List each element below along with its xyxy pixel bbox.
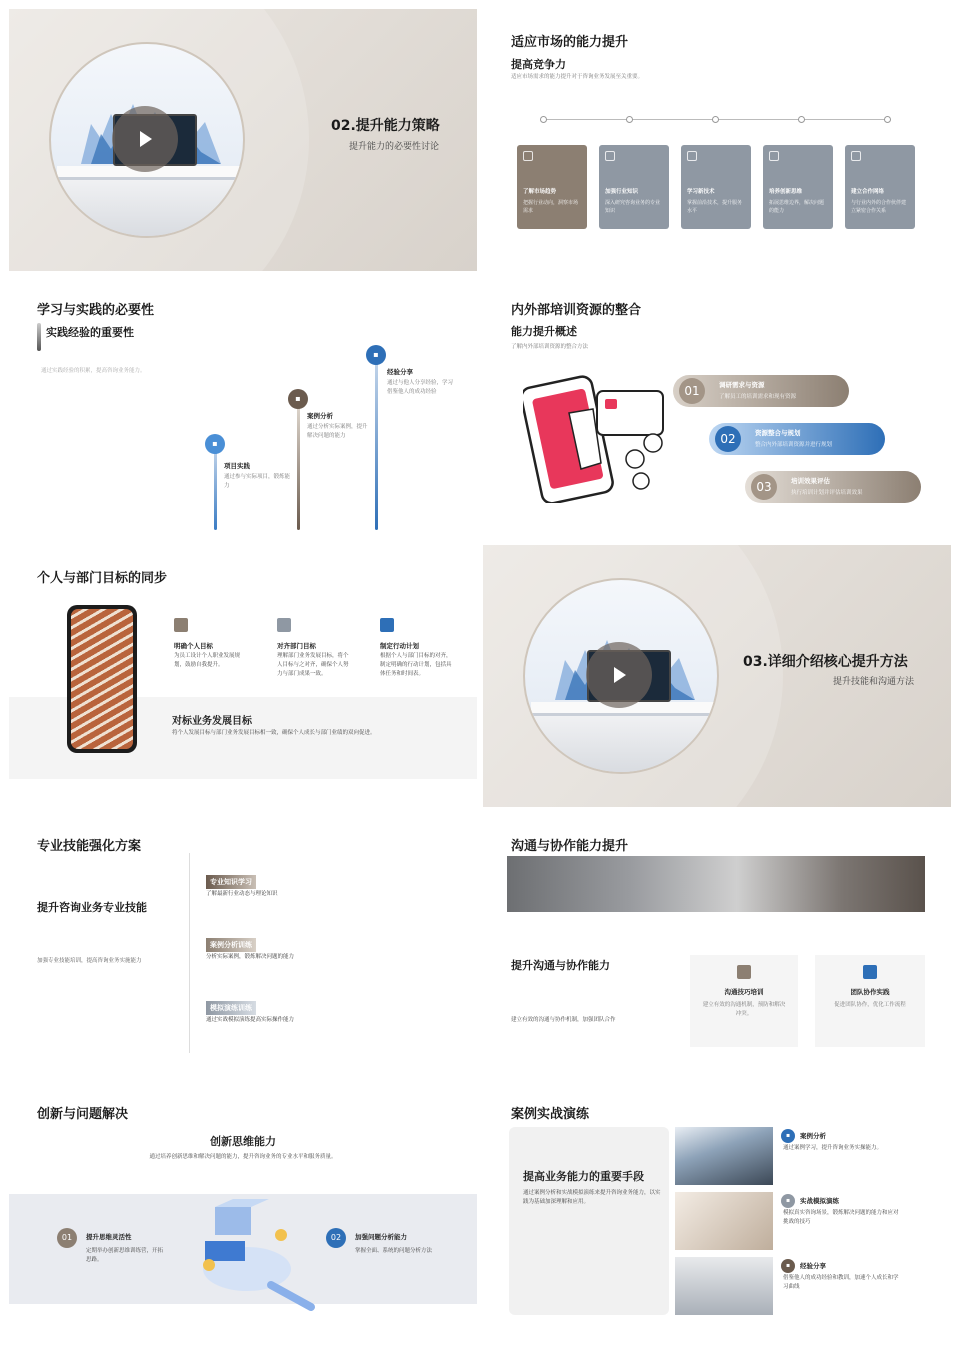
step-title: 经验分享 [387, 368, 413, 376]
item-desc: 通过实战模拟演练提高实际操作能力 [206, 1017, 295, 1023]
handshake-image [675, 1192, 773, 1250]
bulb-icon [769, 151, 779, 161]
item-title: 提升思维灵活性 [86, 1233, 132, 1241]
item-desc: 通过案例学习，提升咨询业务实操能力。 [783, 1145, 883, 1151]
page-title: 个人与部门目标的同步 [37, 571, 168, 586]
page-subtitle: 提升沟通与协作能力 [511, 959, 610, 972]
bottom-title: 对标业务发展目标 [172, 716, 252, 727]
col-desc: 为员工设计个人职业发展规划，鼓励自我提升。 [174, 653, 241, 668]
page-title: 沟通与协作能力提升 [511, 839, 629, 854]
item-title: 加强问题分析能力 [355, 1233, 407, 1241]
cover-subtitle: 提升技能和沟通方法 [833, 677, 915, 687]
page-desc: 加强专业技能培训，提高咨询业务实施能力 [37, 958, 142, 964]
step-desc: 通过参与实际项目，锻炼能力 [224, 474, 291, 489]
panel-desc: 通过案例分析和实战模拟演练来提升咨询业务能力，以实践为基础加深理解和应用。 [523, 1190, 661, 1205]
tag-case: 案例分析训练 [206, 938, 256, 952]
slide-goal-sync[interactable] [9, 545, 477, 807]
card-market-trend[interactable]: 了解市场趋势 把握行业动向，洞察市场需求 [517, 145, 587, 229]
panel-title: 提高业务能力的重要手段 [523, 1170, 644, 1183]
col-desc: 理解部门业务发展目标，将个人目标与之对齐，确保个人努力与部门成果一致。 [277, 653, 349, 677]
network-icon [851, 151, 861, 161]
section-desc: 通过培养创新思维和解决问题的能力，提升咨询业务的专业水平和服务质量。 [149, 1154, 337, 1160]
step-title: 项目实践 [224, 462, 250, 470]
page-desc: 了解内外部培训资源的整合方法 [511, 344, 589, 350]
card-new-tech[interactable]: 学习新技术 掌握前沿技术，提升服务水平 [681, 145, 751, 229]
item-desc: 掌握全面、系统的问题分析方法 [355, 1248, 433, 1254]
book-icon [605, 151, 615, 161]
page-title: 内外部培训资源的整合 [511, 303, 642, 318]
page-title: 学习与实践的必要性 [37, 303, 155, 318]
simulation-icon: ▪ [781, 1194, 795, 1208]
summary-panel [509, 1127, 669, 1315]
align-icon [277, 618, 291, 632]
page-title: 适应市场的能力提升 [511, 35, 629, 50]
slide-market-ability[interactable] [483, 9, 951, 271]
building-image [507, 856, 925, 912]
print-icon: ▪ [288, 389, 308, 409]
item-evaluation[interactable]: 03 培训效果评估 执行培训计划并评估培训效果 [745, 471, 921, 503]
page-subtitle: 提升咨询业务专业技能 [37, 901, 147, 914]
slide-case-practice[interactable] [483, 1081, 951, 1343]
phone-image [67, 605, 137, 753]
card-industry-knowledge[interactable]: 加强行业知识 深入研究咨询业务的专业知识 [599, 145, 669, 229]
team-icon [863, 965, 877, 979]
col-title: 制定行动计划 [380, 642, 419, 650]
item-integration[interactable]: 02 资源整合与规划 整合内外部培训资源并进行规划 [709, 423, 885, 455]
page-desc: 通过实践经验的积累，提高咨询业务能力。 [41, 368, 146, 374]
col-desc: 根据个人与部门目标的对齐，制定明确的行动计划，包括具体任务和时间表。 [380, 653, 452, 677]
case-icon: ▪ [781, 1129, 795, 1143]
step-desc: 通过与他人分享经验，学习借鉴他人的成功经验 [387, 380, 454, 395]
slide-training-resources[interactable] [483, 277, 951, 539]
accent-bar [37, 323, 41, 351]
step-title: 案例分析 [307, 412, 333, 420]
item-research[interactable]: 01 调研需求与资源 了解员工的培训需求和现有资源 [673, 375, 849, 407]
comm-icon [737, 965, 751, 979]
cover-title: 03.详细介绍核心提升方法 [743, 654, 908, 670]
page-title: 案例实战演练 [511, 1107, 590, 1122]
slide-learning-practice[interactable] [9, 277, 477, 539]
page-title: 专业技能强化方案 [37, 839, 142, 854]
slide-cover-02[interactable] [9, 9, 477, 271]
item-desc: 定期举办创新思维训练营，开拓思路。 [86, 1248, 164, 1263]
item-number: 01 [57, 1228, 77, 1248]
slide-cover-03[interactable] [483, 545, 951, 807]
card-comm-training[interactable]: 沟通技巧培训 建立有效的沟通机制，预防和解决冲突。 [690, 955, 798, 1047]
item-number: 02 [326, 1228, 346, 1248]
slide-communication[interactable] [483, 813, 951, 1075]
slide-skill-program[interactable] [9, 813, 477, 1075]
cover-subtitle: 提升能力的必要性讨论 [349, 142, 440, 152]
page-subtitle: 能力提升概述 [511, 325, 577, 338]
slide-innovation[interactable] [9, 1081, 477, 1343]
magnifier-icon [195, 1199, 321, 1315]
bottom-desc: 将个人发展目标与部门业务发展目标相一致，确保个人成长与部门业绩的双向促进。 [172, 730, 376, 736]
chat-icon: ▪ [205, 434, 225, 454]
page-desc: 建立有效的沟通与协作机制，加强团队合作 [511, 1017, 616, 1023]
building-image [675, 1257, 773, 1315]
monitor-icon: ▪ [366, 345, 386, 365]
target-icon [174, 618, 188, 632]
item-title: 经验分享 [800, 1262, 826, 1270]
col-title: 对齐部门目标 [277, 642, 316, 650]
phone-payment-icon [523, 373, 683, 503]
card-teamwork[interactable]: 团队协作实践 促进团队协作，优化工作流程 [815, 955, 925, 1047]
card-innovation[interactable]: 培养创新思维 拓展思维边界，解决问题的能力 [763, 145, 833, 229]
play-button[interactable] [112, 106, 178, 172]
page-subtitle: 提高竞争力 [511, 58, 566, 71]
page-subtitle: 实践经验的重要性 [46, 326, 134, 339]
share-icon: ▪ [781, 1259, 795, 1273]
card-network[interactable]: 建立合作网络 与行业内外的合作伙伴建立紧密合作关系 [845, 145, 915, 229]
item-desc: 了解最新行业动态与理论知识 [206, 891, 278, 897]
tag-simulation: 模拟演练训练 [206, 1001, 256, 1015]
image-icon [687, 151, 697, 161]
item-title: 实战模拟演练 [800, 1197, 839, 1205]
play-button[interactable] [586, 642, 652, 708]
cover-title: 02.提升能力策略 [331, 118, 440, 134]
section-title: 创新思维能力 [210, 1135, 276, 1148]
item-desc: 分析实际案例，锻炼解决问题的能力 [206, 954, 295, 960]
tag-knowledge: 专业知识学习 [206, 875, 256, 889]
skyscraper-image [675, 1127, 773, 1185]
page-title: 创新与问题解决 [37, 1107, 129, 1122]
item-desc: 借鉴他人的成功经验和教训，加速个人成长和学习曲线 [783, 1275, 899, 1290]
item-title: 案例分析 [800, 1132, 826, 1140]
col-title: 明确个人目标 [174, 642, 213, 650]
document-icon [523, 151, 533, 161]
step-desc: 通过分析实际案例，提升解决问题的能力 [307, 424, 368, 439]
item-desc: 模拟真实咨询场景，锻炼解决问题的能力和应对挑战的技巧 [783, 1210, 899, 1225]
page-desc: 适应市场需求的能力提升对于咨询业务发展至关重要。 [511, 74, 644, 80]
plan-icon [380, 618, 394, 632]
